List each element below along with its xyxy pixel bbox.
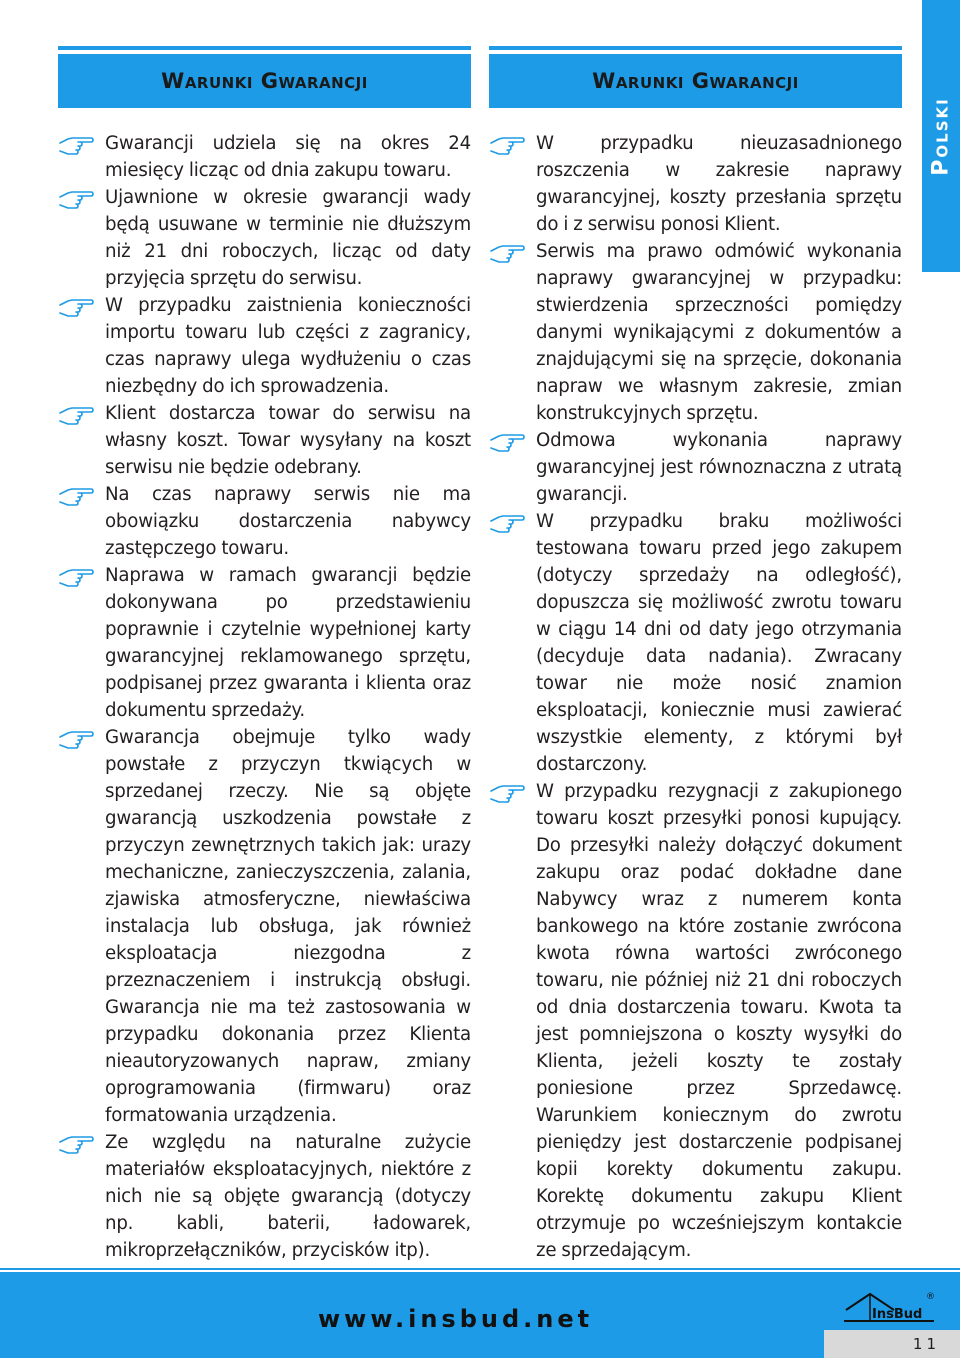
logo-text: InsBud (872, 1307, 923, 1322)
list-item (58, 292, 471, 400)
list-item-text: Naprawa w ramach gwarancji będzie dokonywana po przedstawieniu poprawnie i czytelnie wypełnionej karty gwarancyjnej reklamowanego sprzętu, podpisanej przez gwaranta i klienta oraz dokumentu sprzedaży. (105, 565, 471, 721)
page-number-box (824, 1330, 960, 1358)
left-column (58, 130, 471, 1264)
insbud-logo-icon (842, 1290, 938, 1326)
footer-url: www.insbud.net (318, 1305, 594, 1333)
pointing-hand-icon (489, 783, 525, 803)
pointing-hand-icon (58, 405, 94, 425)
list-item-text: Serwis ma prawo odmówić wykonania naprawy gwarancyjnej w przypadku: stwierdzenia sprzeczności pomiędzy danymi wynikającymi z dokumentów a znajdującymi się na sprzęcie, dokonania napraw we własnym zakresie, zmian konstrukcyjnych sprzętu. (536, 241, 902, 424)
pointing-hand-icon (489, 513, 525, 533)
list-item (58, 724, 471, 1129)
pointing-hand-icon (58, 297, 94, 317)
list-item-text: Ujawnione w okresie gwarancji wady będą usuwane w terminie nie dłuższym niż 21 dni roboczych, licząc od daty przyjęcia sprzętu do serwisu. (105, 187, 471, 289)
list-item-text: Ze względu na naturalne zużycie materiałów eksploatacyjnych, niektóre z nich nie są objęte gwarancją (dotyczy np. kabli, baterii, ładowarek, mikroprzełączników, przycisków itp). (105, 1132, 471, 1261)
list-item (489, 130, 902, 238)
language-tab-label: Polski (928, 96, 954, 176)
footer-divider (0, 1268, 960, 1270)
list-item (58, 1129, 471, 1264)
list-item-text: W przypadku zaistnienia konieczności importu towaru lub części z zagranicy, czas naprawy ulega wydłużeniu o czas niezbędny do ich sprowadzenia. (105, 295, 471, 397)
registered-mark: ® (926, 1292, 935, 1302)
left-column-header (58, 50, 471, 108)
pointing-hand-icon (58, 567, 94, 587)
list-item (58, 400, 471, 481)
list-item-text: W przypadku braku możliwości testowana towaru przed jego zakupem (dotyczy sprzedaży na odległość), dopuszcza się możliwość zwrotu towaru w ciągu 14 dni od daty jego otrzymania (decyduje data nadania). Zwracany towar nie może nosić znamion eksploatacji, koniecznie musi zawierać wszystkie elementy, z którymi był dostarczony. (536, 511, 902, 775)
language-tab (922, 0, 960, 272)
list-item-text: Na czas naprawy serwis nie ma obowiązku dostarczenia nabywcy zastępczego towaru. (105, 484, 471, 559)
list-item (489, 778, 902, 1264)
list-item (58, 130, 471, 184)
right-column (489, 130, 902, 1264)
pointing-hand-icon (58, 729, 94, 749)
pointing-hand-icon (58, 486, 94, 506)
pointing-hand-icon (489, 243, 525, 263)
right-column-header (489, 50, 902, 108)
list-item (489, 508, 902, 778)
list-item (489, 427, 902, 508)
list-item-text: W przypadku nieuzasadnionego roszczenia w zakresie naprawy gwarancyjnej, koszty przesłania sprzętu do i z serwisu ponosi Klient. (536, 133, 902, 235)
left-column-title: Warunki Gwarancji (161, 69, 368, 93)
list-item-text: Gwarancji udziela się na okres 24 miesięcy licząc od dnia zakupu towaru. (105, 133, 471, 181)
pointing-hand-icon (58, 1134, 94, 1154)
list-item-text: W przypadku rezygnacji z zakupionego towaru koszt przesyłki ponosi kupujący. Do przesyłki należy dołączyć dokument zakupu oraz podać dokładne dane Nabywcy wraz z numerem konta bankowego na które zostanie zwrócona kwota równa wartości zwróconego towaru, nie później niż 21 dni roboczych od dnia dostarczenia towaru. Kwota ta jest pomniejszona o koszty wysyłki do Klienta, jeżeli koszty te zostały poniesione przez Sprzedawcę. Warunkiem koniecznym do zwrotu pieniędzy jest dostarczenie podpisanej kopii korekty dokumentu zakupu. Korektę dokumentu zakupu Klient otrzymuje po wcześniejszym kontakcie ze sprzedającym. (536, 781, 902, 1261)
pointing-hand-icon (58, 189, 94, 209)
right-column-title: Warunki Gwarancji (592, 69, 799, 93)
page-number: 11 (912, 1335, 940, 1353)
list-item-text: Odmowa wykonania naprawy gwarancyjnej jest równoznaczna z utratą gwarancji. (536, 430, 902, 505)
pointing-hand-icon (489, 432, 525, 452)
pointing-hand-icon (489, 135, 525, 155)
list-item (489, 238, 902, 427)
list-item (58, 481, 471, 562)
list-item-text: Klient dostarcza towar do serwisu na własny koszt. Towar wysyłany na koszt serwisu nie będzie odebrany. (105, 403, 471, 478)
list-item (58, 184, 471, 292)
list-item-text: Gwarancja obejmuje tylko wady powstałe z przyczyn tkwiących w sprzedanej rzeczy. Nie są objęte gwarancją uszkodzenia powstałe z przyczyn zewnętrznych takich jak: urazy mechaniczne, zanieczyszczenia, zalania, zjawiska atmosferyczne, niewłaściwa instalacja lub obsługa, jak również eksploatacja niezgodna z przeznaczeniem i instrukcją obsługi. Gwarancja nie ma też zastosowania w przypadku dokonania przez Klienta nieautoryzowanych napraw, zmiany oprogramowania (firmwaru) oraz formatowania urządzenia. (105, 727, 471, 1126)
pointing-hand-icon (58, 135, 94, 155)
list-item (58, 562, 471, 724)
